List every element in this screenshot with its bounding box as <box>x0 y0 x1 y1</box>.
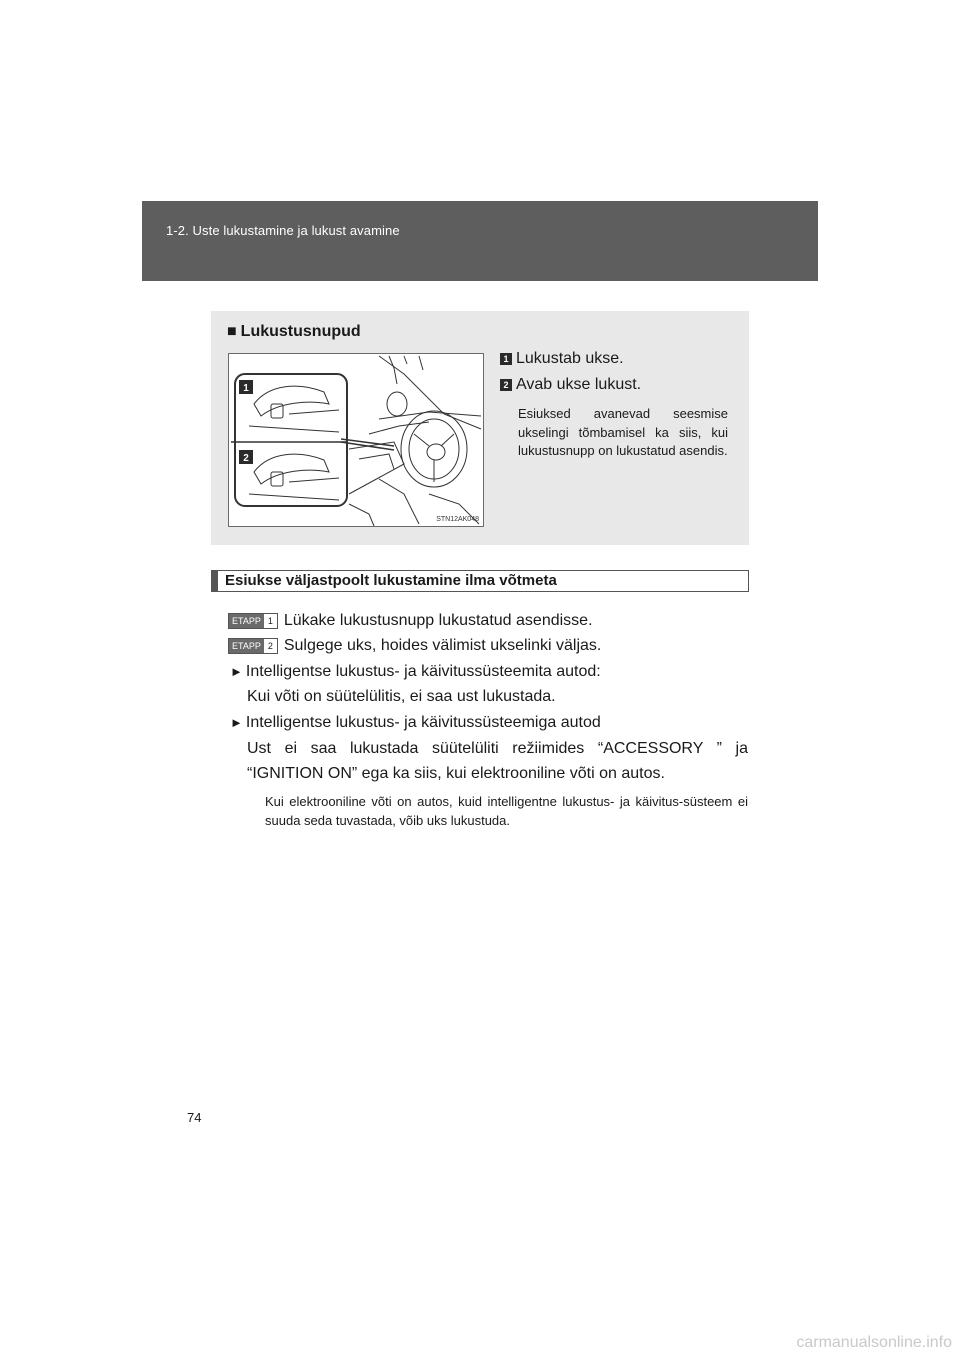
info-box <box>211 311 749 545</box>
door-lock-illustration <box>228 353 484 527</box>
bullet-2-line-2: “IGNITION ON” ega ka siis, kui elektrooniline võti on autos. <box>247 765 665 782</box>
bullet-1-title-text: Intelligentse lukustus- ja käivitussüsteemita autod: <box>245 663 601 680</box>
step-1-tag-number: 1 <box>264 614 277 628</box>
legend-2-text: Avab ukse lukust. <box>516 376 642 393</box>
bullet-2-note: Kui elektrooniline võti on autos, kuid intelligentne lukustus- ja käivitus-süsteem ei suuda seda tuvastada, võib uks lukustuda. <box>265 794 748 828</box>
section-accent <box>212 571 218 591</box>
legend-1-badge: 1 <box>500 353 512 365</box>
section-heading <box>211 570 749 592</box>
step-2-tag-number: 2 <box>264 639 277 653</box>
bullet-1-line-1: Kui võti on süütelülitis, ei saa ust lukustada. <box>247 688 556 705</box>
legend-2-badge: 2 <box>500 379 512 391</box>
bullet-2-title-text: Intelligentse lukustus- ja käivitussüsteemiga autod <box>245 714 601 731</box>
watermark: carmanualsonline.info <box>796 1334 952 1351</box>
illustration-code: STN12AK048 <box>436 516 479 523</box>
page-number: 74 <box>187 1110 202 1125</box>
legend-1-text: Lukustab ukse. <box>516 350 624 367</box>
legend-item-2 <box>500 376 641 394</box>
bullet-2-line-1: Ust ei saa lukustada süütelüliti režiimides “ACCESSORY ” ja <box>247 740 748 757</box>
box-title <box>227 323 361 341</box>
step-1-text: Lükake lukustusnupp lukustatud asendisse. <box>283 612 593 629</box>
square-bullet-icon: ■ <box>227 323 237 340</box>
section-header: 1-2. Uste lukustamine ja lukust avamine <box>166 223 400 238</box>
label-2-text: 2 <box>243 453 249 464</box>
box-note: Esiuksed avanevad seesmise ukselingi tõmbamisel ka siis, kui lukustusnupp on lukustatud asendis. <box>518 406 728 458</box>
section-title: Esiukse väljastpoolt lukustamine ilma võtmeta <box>225 572 557 589</box>
label-1-text: 1 <box>243 383 249 394</box>
triangle-bullet-icon: ► <box>230 664 243 679</box>
box-title-text: Lukustusnupud <box>240 323 361 340</box>
car-interior-drawing <box>229 354 483 526</box>
step-2-tag-label: ETAPP <box>229 639 264 653</box>
step-2-text: Sulgege uks, hoides välimist ukselinki väljas. <box>283 637 602 654</box>
legend-item-1 <box>500 350 624 368</box>
bullet-1-title <box>230 663 601 681</box>
bullet-2-title <box>230 714 601 732</box>
triangle-bullet-icon: ► <box>230 715 243 730</box>
step-2 <box>228 637 601 655</box>
step-1-tag-label: ETAPP <box>229 614 264 628</box>
step-1 <box>228 612 593 630</box>
step-1-tag <box>228 613 278 629</box>
header-band <box>142 201 818 281</box>
step-2-tag <box>228 638 278 654</box>
